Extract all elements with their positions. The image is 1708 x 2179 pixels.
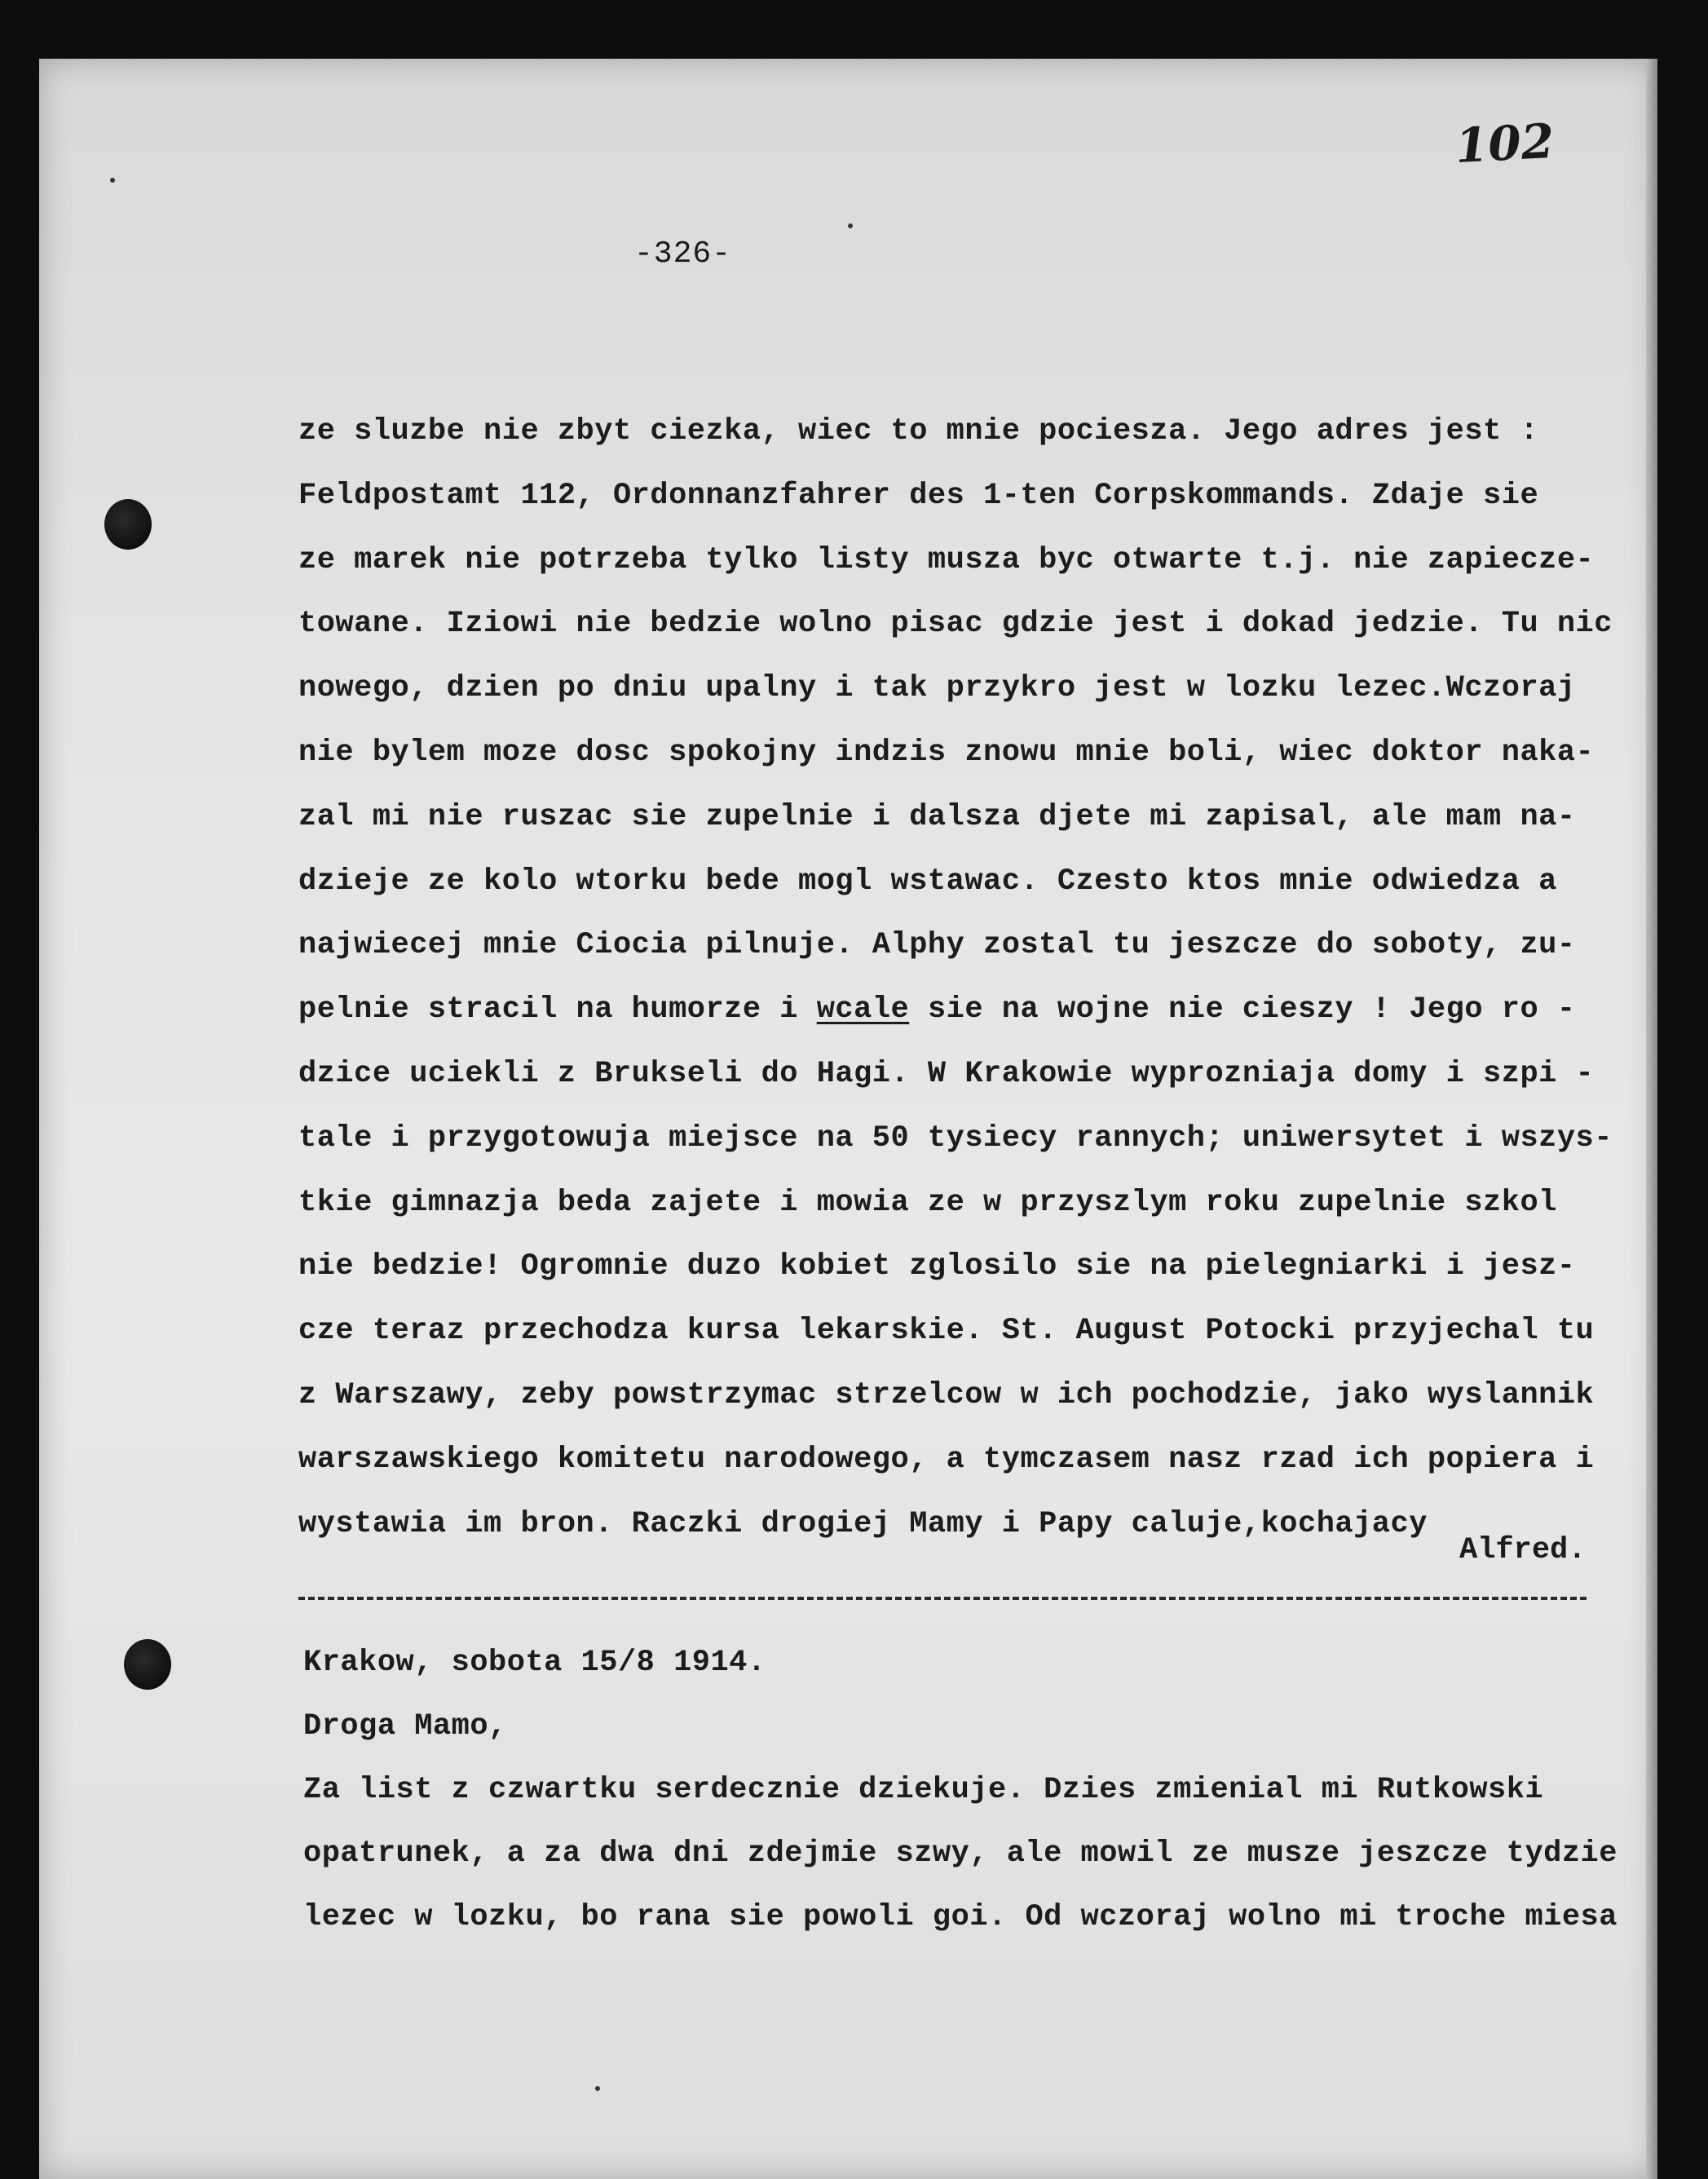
text-line: Feldpostamt 112, Ordonnanzfahrer des 1-ten Corpskommands. Zdaje sie (298, 478, 1539, 513)
text-line: nie bylem moze dosc spokojny indzis znowu mnie boli, wiec doktor naka- (298, 735, 1595, 770)
dust-speck (595, 2086, 600, 2091)
text-line: ze sluzbe nie zbyt ciezka, wiec to mnie pociesza. Jego adres jest : (298, 414, 1539, 449)
text-line: opatrunek, a za dwa dni zdejmie szwy, ale mowil ze musze jeszcze tydzie (303, 1836, 1618, 1871)
text-line: wystawia im bron. Raczki drogiej Mamy i Papy caluje,kochajacy (298, 1506, 1428, 1541)
text-line: nie bedzie! Ogromnie duzo kobiet zglosilo sie na pielegniarki i jesz- (298, 1249, 1576, 1284)
date-line: Krakow, sobota 15/8 1914. (303, 1646, 766, 1680)
text-line: dzice uciekli z Brukseli do Hagi. W Krakowie wyprozniaja domy i szpi - (298, 1056, 1595, 1091)
dust-speck (848, 223, 853, 228)
dust-speck (110, 178, 115, 183)
text-segment: pelnie stracil na humorze i (298, 992, 817, 1028)
text-line: najwiecej mnie Ciocia pilnuje. Alphy zostal tu jeszcze do soboty, zu- (298, 928, 1576, 963)
punch-hole-bottom (124, 1639, 171, 1690)
text-line: warszawskiego komitetu narodowego, a tymczasem nasz rzad ich popiera i (298, 1442, 1595, 1477)
letter-1-body (298, 400, 1652, 1556)
text-line: z Warszawy, zeby powstrzymac strzelcow w ich pochodzie, jako wyslannik (298, 1377, 1595, 1412)
underlined-word: wcale (816, 992, 910, 1028)
salutation: Droga Mamo, (303, 1709, 507, 1744)
signature: Alfred. (1459, 1533, 1587, 1567)
letter-2-body (303, 1631, 1657, 1949)
punch-hole-top (104, 499, 152, 550)
text-line: tkie gimnazja beda zajete i mowia ze w przyszlym roku zupelnie szkol (298, 1185, 1557, 1220)
text-line: Za list z czwartku serdecznie dziekuje. Dzies zmienial mi Rutkowski (303, 1773, 1544, 1807)
text-line: dzieje ze kolo wtorku bede mogl wstawac. Czesto ktos mnie odwiedza a (298, 864, 1557, 899)
text-line: towane. Iziowi nie bedzie wolno pisac gdzie jest i dokad jedzie. Tu nic (298, 607, 1613, 642)
text-line: tale i przygotowuja miejsce na 50 tysiecy rannych; uniwersytet i wszys- (298, 1120, 1613, 1156)
separator-line (298, 1597, 1587, 1600)
text-line: nowego, dzien po dniu upalny i tak przykro jest w lozku lezec.Wczoraj (298, 671, 1576, 706)
page-number: -326- (634, 236, 732, 272)
folio-number: 102 (1454, 113, 1556, 175)
text-line (298, 978, 1652, 1042)
text-line: lezec w lozku, bo rana sie powoli goi. Od wczoraj wolno mi troche miesa (303, 1900, 1618, 1934)
text-line: ze marek nie potrzeba tylko listy musza byc otwarte t.j. nie zapiecze- (298, 542, 1595, 577)
text-line: cze teraz przechodza kursa lekarskie. St. August Potocki przyjechal tu (298, 1314, 1595, 1349)
text-segment: sie na wojne nie cieszy ! Jego ro - (909, 992, 1576, 1028)
text-line: zal mi nie ruszac sie zupelnie i dalsza djete mi zapisal, ale mam na- (298, 799, 1576, 834)
